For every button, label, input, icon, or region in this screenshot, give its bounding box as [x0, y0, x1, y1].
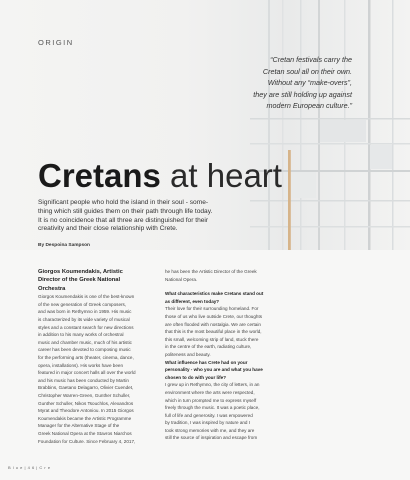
- interviewee-heading: Giorgos Koumendakis, Artistic Director of the Greek National Orchestra: [38, 269, 123, 292]
- article-column-1: [38, 268, 154, 445]
- interview-question: What characteristics make Cretans stand out as different, even today?: [165, 291, 264, 304]
- body-text: he has been the Artistic Director of the Greek National Opera.: [165, 269, 257, 282]
- standfirst-line: thing which still guides them on their path through life today.: [38, 207, 213, 215]
- interview-answer: I grew up in Rethymno, the city of letters, in an environment where the arts were respected, which in turn prompted me to express myself freely through the music. It was a poetic place, full of life and generosity. I was empowered by tradition, I was inspired by nature and I took strong memories with me, and they are still the source of inspiration and escape from: [165, 382, 260, 441]
- byline: By Despoina Sampson: [38, 243, 90, 248]
- section-label: ORIGIN: [38, 38, 74, 47]
- standfirst-line: Significant people who hold the island in their soul - some-: [38, 199, 209, 206]
- headline-bold: Cretans: [38, 157, 161, 194]
- standfirst-line: creativity and their close relationship with Crete.: [38, 225, 178, 233]
- pull-quote-line: Without any “make-overs”,: [267, 78, 352, 87]
- headline-light: at heart: [160, 157, 282, 194]
- pull-quote-line: they are still holding up against: [253, 89, 352, 99]
- interview-answer: Their love for their surrounding homeland. For those of us who live outside Crete, our thoughts are often flooded with nostalgia. We are certain that this is the most beautiful place in the world, this small, welcoming strip of land, stuck there in the centre of the earth, radiating culture, politeness and beauty.: [165, 306, 263, 357]
- article-standfirst: [38, 199, 268, 234]
- article-column-2: [165, 268, 281, 442]
- article-headline: [38, 158, 282, 194]
- pull-quote-line: “Cretan festivals carry the: [270, 55, 352, 64]
- pull-quote-line: Cretan soul all on their own.: [262, 66, 352, 76]
- page-footer: B l u e | 4 6 | C r e: [8, 465, 51, 470]
- pull-quote: [240, 54, 352, 112]
- standfirst-line: It is no coincidence that all three are distinguished for their: [38, 216, 209, 224]
- pull-quote-line: modern European culture.”: [266, 101, 352, 110]
- body-text: Giorgos Koumendakis is one of the best-known of the new generation of Greek composers, and was born in Rethymno in 1959. His music is characterized by its wide variety of musical styles and a constant search for new directions in addition to his many works of orchestral music and chamber music, much of his artistic career has been devoted to composing music for the performing arts (theater, cinema, dance, opera, installations). His works have been featured in major concert halls all over the world and his music has been conducted by Martin Brabbins, Gaetano Delagarro, Olivier Cuendet, Christopher Warren-Green, Gunther Schuller, Gunther Schuller, Nikos Tsouchlos, Alexandros Myrat and Theodore Antoniou. In 2015 Giorgos Koumendakis became the Artistic Programme Manager for the Alternative Stage of the Greek National Opera at the Stavros Niarchos Foundation for Culture. Since February 4, 2017,: [38, 294, 136, 444]
- interview-question: What influence has Crete had on your personality - who you are and what you have chosen to do with your life?: [165, 359, 263, 380]
